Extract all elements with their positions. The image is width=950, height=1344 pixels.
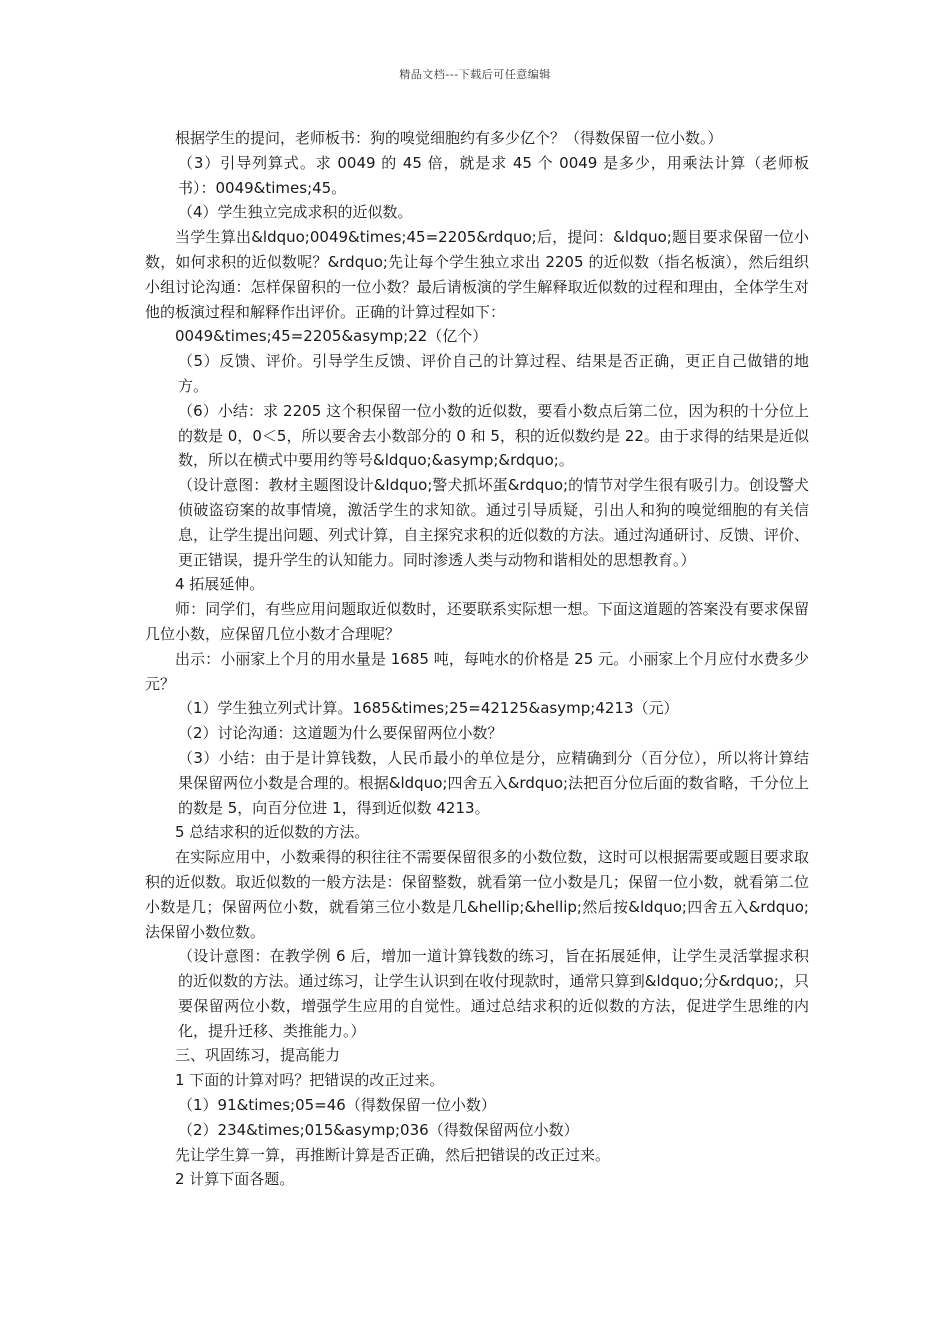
paragraph: （1）91&times;05=46（得数保留一位小数） [178,1096,496,1115]
paragraph: 师：同学们，有些应用问题取近似数时，还要联系实际想一想。下面这道题的答案没有要求保留几位小数，应保留几位小数才合理呢？ [145,600,809,643]
paragraph: （设计意图：教材主题图设计&ldquo;警犬抓坏蛋&rdquo;的情节对学生很有吸引力。创设警犬侦破盗窃案的故事情境，激活学生的求知欲。通过引导质疑，引出人和狗的嗅觉细胞的有关信息，让学生提出问题、列式计算，自主探究求积的近似数的方法。通过沟通研讨、反馈、评价、更正错误，提升学生的认知能力。同时渗透人类与动物和谐相处的思想教育。） [178,476,809,569]
paragraph: 当学生算出&ldquo;0049&times;45=2205&rdquo;后，提问：&ldquo;题目要求保留一位小数，如何求积的近似数呢？&rdquo;先让每个学生独立求出 2205 的近似数（指名板演），然后组织小组讨论沟通：怎样保留积的一位小数？最后请板演的学生解释取近似数的过程和理由，全体学生对他的板演过程和解释作出评价。正确的计算过程如下： [145,228,809,321]
section-heading: 5 总结求积的近似数的方法。 [175,823,370,842]
paragraph: 0049&times;45=2205&asymp;22（亿个） [175,327,488,346]
paragraph: （1）学生独立列式计算。1685&times;25=42125&asymp;4213（元） [178,699,679,718]
section-heading: 三、巩固练习，提高能力 [175,1046,341,1065]
paragraph: 在实际应用中，小数乘得的积往往不需要保留很多的小数位数，这时可以根据需要或题目要求取积的近似数。取近似数的一般方法是：保留整数，就看第一位小数是几；保留一位小数，就看第二位小数是几；保留两位小数，就看第三位小数是几&hellip;&hellip;然后按&ldquo;四舍五入&rdquo;法保留小数位数。 [145,848,809,941]
document-body [145,126,809,1192]
paragraph: 1 下面的计算对吗？把错误的改正过来。 [175,1071,445,1090]
paragraph: （3）小结：由于是计算钱数，人民币最小的单位是分，应精确到分（百分位），所以将计算结果保留两位小数是合理的。根据&ldquo;四舍五入&rdquo;法把百分位后面的数省略，千分位上的数是 5，向百分位进 1，得到近似数 4213。 [178,748,809,817]
paragraph: 2 计算下面各题。 [175,1170,295,1189]
paragraph: （6）小结：求 2205 这个积保留一位小数的近似数，要看小数点后第二位，因为积的十分位上的数是 0，0＜5，所以要舍去小数部分的 0 和 5，积的近似数约是 22。由于求得的结果是近似数，所以在横式中要用约等号&ldquo;&asymp;&rdquo;。 [178,401,809,470]
paragraph: 根据学生的提问，老师板书：狗的嗅觉细胞约有多少亿个？（得数保留一位小数。） [175,129,723,147]
paragraph: （2）234&times;015&asymp;036（得数保留两位小数） [178,1120,579,1139]
paragraph: 先让学生算一算，再推断计算是否正确，然后把错误的改正过来。 [175,1145,611,1164]
paragraph: （2）讨论沟通：这道题为什么要保留两位小数？ [178,724,503,743]
page-header: 精品文档---下载后可任意编辑 [399,68,551,81]
paragraph: （设计意图：在教学例 6 后，增加一道计算钱数的练习，旨在拓展延伸，让学生灵活掌握求积的近似数的方法。通过练习，让学生认识到在收付现款时，通常只算到&ldquo;分&rdquo;，只要保留两位小数，增强学生应用的自觉性。通过总结求积的近似数的方法，促进学生思维的内化，提升迁移、类推能力。） [178,947,809,1040]
paragraph: （3）引导列算式。求 0049 的 45 倍，就是求 45 个 0049 是多少，用乘法计算（老师板书）：0049&times;45。 [178,153,809,197]
paragraph: 出示：小丽家上个月的用水量是 1685 吨，每吨水的价格是 25 元。小丽家上个月应付水费多少元？ [145,649,809,693]
section-heading: 4 拓展延伸。 [175,575,265,594]
paragraph: （4）学生独立完成求积的近似数。 [178,203,413,222]
paragraph: （5）反馈、评价。引导学生反馈、评价自己的计算过程、结果是否正确，更正自己做错的地方。 [178,352,809,395]
